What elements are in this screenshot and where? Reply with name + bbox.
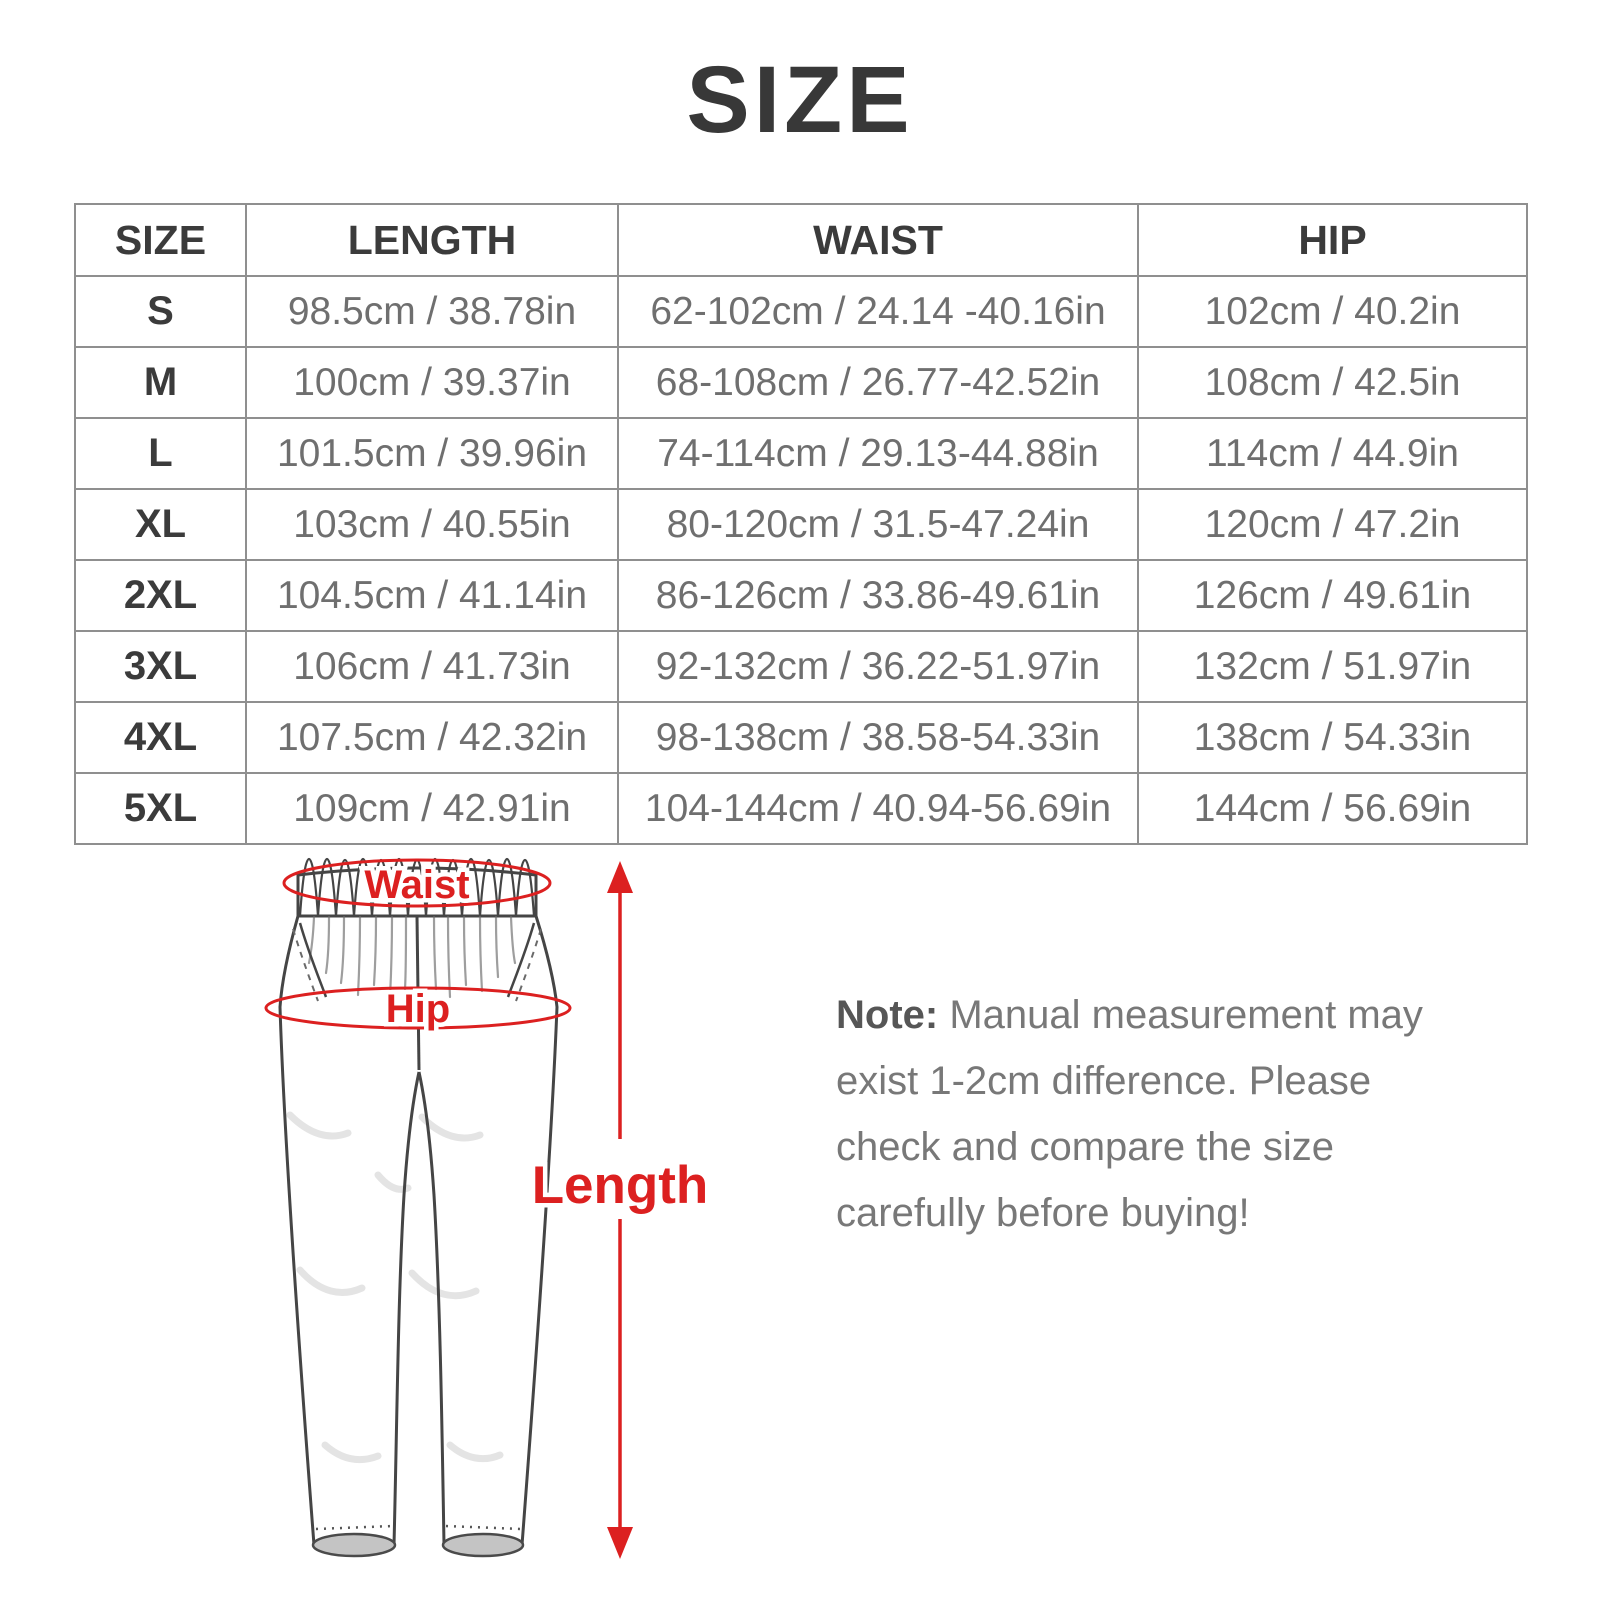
waist-cell: 92-132cm / 36.22-51.97in [618, 631, 1138, 702]
left-cuff [313, 1534, 395, 1556]
length-arrow-bottom [607, 1527, 633, 1559]
left-outer-seam [280, 916, 314, 1545]
waist-cell: 74-114cm / 29.13-44.88in [618, 418, 1138, 489]
length-cell: 98.5cm / 38.78in [246, 276, 618, 347]
hip-label: Hip [385, 987, 451, 1031]
header-cell-length: LENGTH [246, 204, 618, 276]
length-arrow-top [607, 861, 633, 893]
waist-cell: 80-120cm / 31.5-47.24in [618, 489, 1138, 560]
hip-cell: 114cm / 44.9in [1138, 418, 1527, 489]
gather-pleats [309, 917, 515, 997]
waist-cell: 98-138cm / 38.58-54.33in [618, 702, 1138, 773]
table-row [75, 347, 1527, 418]
header-cell-hip: HIP [1138, 204, 1527, 276]
waist-cell: 104-144cm / 40.94-56.69in [618, 773, 1138, 844]
right-outer-seam [522, 916, 557, 1545]
hip-cell: 120cm / 47.2in [1138, 489, 1527, 560]
size-label: XL [75, 489, 246, 560]
length-cell: 106cm / 41.73in [246, 631, 618, 702]
size-label: L [75, 418, 246, 489]
size-label: 3XL [75, 631, 246, 702]
note-prefix: Note: [836, 993, 939, 1037]
waist-cell: 86-126cm / 33.86-49.61in [618, 560, 1138, 631]
size-label: 4XL [75, 702, 246, 773]
hip-cell: 144cm / 56.69in [1138, 773, 1527, 844]
right-cuff [443, 1534, 523, 1556]
right-hem-stitch [446, 1526, 521, 1529]
header-cell-size: SIZE [75, 204, 246, 276]
waist-cell: 62-102cm / 24.14 -40.16in [618, 276, 1138, 347]
table-row [75, 631, 1527, 702]
size-label: 5XL [75, 773, 246, 844]
length-label: Length [531, 1156, 709, 1215]
size-table-container [74, 203, 1528, 845]
hip-cell: 138cm / 54.33in [1138, 702, 1527, 773]
size-label: M [75, 347, 246, 418]
table-row [75, 560, 1527, 631]
left-hem-stitch [316, 1526, 393, 1529]
hip-cell: 126cm / 49.61in [1138, 560, 1527, 631]
waist-label: Waist [364, 863, 470, 907]
waist-cell: 68-108cm / 26.77-42.52in [618, 347, 1138, 418]
length-cell: 101.5cm / 39.96in [246, 418, 618, 489]
length-cell: 109cm / 42.91in [246, 773, 618, 844]
table-row [75, 418, 1527, 489]
table-row [75, 276, 1527, 347]
length-cell: 104.5cm / 41.14in [246, 560, 618, 631]
length-cell: 100cm / 39.37in [246, 347, 618, 418]
measurement-note [836, 982, 1476, 1246]
table-row [75, 489, 1527, 560]
hip-cell: 108cm / 42.5in [1138, 347, 1527, 418]
size-table [74, 203, 1528, 845]
page-title: SIZE [686, 47, 914, 153]
left-inner-seam [394, 1072, 419, 1545]
table-row [75, 773, 1527, 844]
header-row [75, 204, 1527, 276]
length-cell: 107.5cm / 42.32in [246, 702, 618, 773]
length-cell: 103cm / 40.55in [246, 489, 618, 560]
right-inner-seam [419, 1072, 444, 1545]
size-label: 2XL [75, 560, 246, 631]
fabric-shading [290, 1115, 500, 1460]
table-row [75, 702, 1527, 773]
pants-measurement-diagram [230, 845, 730, 1600]
hip-cell: 132cm / 51.97in [1138, 631, 1527, 702]
hip-cell: 102cm / 40.2in [1138, 276, 1527, 347]
header-cell-waist: WAIST [618, 204, 1138, 276]
size-label: S [75, 276, 246, 347]
note-body: Manual measurement may exist 1-2cm difference. Please check and compare the size carefully before buying! [836, 993, 1423, 1235]
